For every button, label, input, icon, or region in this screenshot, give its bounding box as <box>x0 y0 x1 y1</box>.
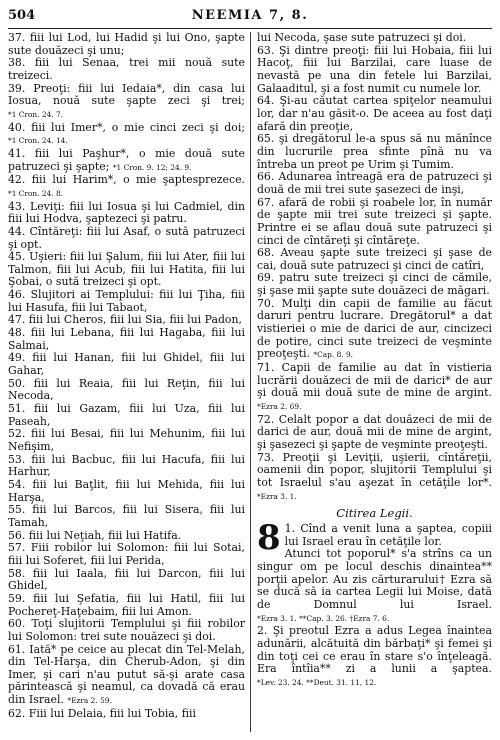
verse-text: 60. Toţi slujitorii Templului şi fiii robilor lui Solomon: trei sute nouăzeci şi doi. <box>8 617 245 643</box>
verse-text: 56. fiii lui Neţiah, fiii lui Hatifa. <box>8 528 182 542</box>
running-head: NEEMIA 7, 8. <box>191 8 309 23</box>
verse <box>257 95 492 133</box>
verse <box>8 618 245 643</box>
verse-text: 46. Slujitori ai Templului: fiii lui Ţiha, fiii lui Hasufa, fiii lui Tabaot, <box>8 288 245 314</box>
verse <box>257 414 492 452</box>
cross-reference: *Cap. 8. 9. <box>313 350 354 360</box>
verse-text: 51. fiii lui Gazam, fiii lui Uza, fiii lui Paseah, <box>8 402 245 428</box>
verse-text: lui Necoda, şase sute patruzeci şi doi. <box>257 31 467 44</box>
verse <box>257 247 492 272</box>
verse-text: 68. Aveau şapte sute treizeci şi şase de cai, două sute patruzeci şi cinci de catîri, <box>257 246 492 272</box>
verse-text: 42. fiii lui Harim*, o mie şaptesprezece. <box>8 173 245 187</box>
verse-text: 59. fiii lui Şefatia, fiii lui Hatil, fiii lui Pochereţ-Haţebaim, fiii lui Amon. <box>8 591 245 618</box>
right-column-chapter-verses <box>257 548 492 689</box>
cross-reference: *Ezra 3. 1. <box>257 491 297 501</box>
page-number: 504 <box>8 8 36 23</box>
verse <box>257 197 492 248</box>
chapter-8-start <box>257 517 492 558</box>
cross-reference: *Ezra 2. 59. <box>67 696 112 706</box>
verse-text: 66. Adunarea întreagă era de patruzeci şi două de mii trei sute şasezeci de inşi, <box>257 170 492 196</box>
verse <box>8 122 245 148</box>
verse-text: 65. şi dregătorul le-a spus să nu mănînce din lucrurile prea sfinte pînă nu va întreba un preot pe Urim şi Tumim. <box>257 132 492 171</box>
verse-text: 2. Şi preotul Ezra a adus Legea înaintea adunării, alcătuită din bărbaţi* şi femei şi din toţi cei ce erau în stare s'o înţeleagă. Era întîia** zi a lunii a şaptea. <box>257 624 492 676</box>
verse <box>8 378 245 403</box>
verse <box>8 593 245 618</box>
verse-text: 49. fiii lui Hanan, fiii lui Ghidel, fiii lui Gahar, <box>8 351 245 378</box>
verse-text: 39. Preoţi: fiii lui Iedaia*, din casa lui Iosua, nouă sute şapte zeci şi trei; <box>8 81 245 108</box>
cross-reference: *1 Cron. 24. 7. <box>8 109 63 119</box>
verse <box>8 251 245 289</box>
verse <box>8 352 245 377</box>
verse-text: 72. Celalt popor a dat douăzeci de mii de darici de aur, două mii de mine de argint, şi şasezeci şi şapte de veşminte preoţeşti. <box>257 412 492 451</box>
verse-text: 71. Capii de familie au dat în vistieria lucrării douăzeci de mii de darici* de aur şi două mii două sute de mine de argint. <box>257 361 492 400</box>
right-column-verses <box>257 32 492 503</box>
verse-text: 57. Fiii robilor lui Solomon: fiii lui Sotai, fiii lui Soferet, fiii lui Perida, <box>8 541 245 567</box>
verse <box>8 504 245 529</box>
verse <box>257 298 492 362</box>
verse <box>8 32 245 57</box>
cross-reference: *1 Cron. 24. 8. <box>8 188 63 198</box>
page-header <box>8 8 492 26</box>
verse-text: 54. fiii lui Baţlit, fiii lui Mehida, fiii lui Harşa, <box>8 477 245 504</box>
verse <box>8 479 245 504</box>
verse <box>8 201 245 226</box>
verse-text: 50. fiii lui Reaia, fiii lui Reţin, fiii lui Necoda, <box>8 376 245 403</box>
verse-text: 41. fiii lui Paşhur*, o mie două sute patruzeci şi şapte; <box>8 146 245 173</box>
verse <box>257 625 492 689</box>
verse-text: 62. Fiii lui Delaia, fiii lui Tobia, fiii <box>8 706 196 720</box>
verse <box>8 148 245 174</box>
verse-text: 63. Şi dintre preoţi: fiii lui Hobaia, fiii lui Hacoţ, fiii lui Barzilai, care luase de nevastă pe una din fetele lui Barzilai, Galaaditul, şi a fost numit cu numele lor. <box>257 43 492 95</box>
verse <box>8 454 245 479</box>
right-column <box>250 32 492 732</box>
verse <box>257 548 492 625</box>
chapter-lead-verse: 1. Cînd a venit luna a şaptea, copiii lui Israel erau în cetăţile lor. <box>284 521 492 548</box>
verse <box>8 226 245 251</box>
header-rule <box>8 28 492 29</box>
verse <box>8 708 245 721</box>
verse-text: Atunci tot poporul* s'a strîns ca un singur om pe locul deschis dinaintea** porţii apelor. Au zis cărturarului† Ezra să se ducă să ia cartea Legii lui Moise, dată de Domnul lui Israel. <box>257 547 492 611</box>
verse <box>257 362 492 414</box>
verse-text: 55. fiii lui Barcos, fiii lui Sisera, fiii lui Tamah, <box>8 503 245 529</box>
verse <box>8 289 245 314</box>
verse <box>257 452 492 504</box>
section-title: Citirea Legii. <box>336 506 413 521</box>
verse-text: 37. fiii lui Lod, lui Hadid şi lui Ono, şapte sute douăzeci şi unu; <box>8 31 245 57</box>
verse-text: 70. Mulţi din capii de familie au făcut daruri pentru lucrare. Dregătorul* a dat vistieriei o mie de darici de aur, cincizeci de potire, cinci sute treizeci de veşminte preoţeşti. <box>257 296 492 361</box>
verse <box>257 171 492 196</box>
verse-text: 47. fiii lui Cheros, fiii lui Sia, fiii lui Padon, <box>8 313 242 327</box>
cross-reference: *Ezra 3. 1. **Cap. 3. 26. †Ezra 7. 6. <box>257 613 390 623</box>
verse-text: 69. patru sute treizeci şi cinci de cămile, şi şase mii şapte sute douăzeci de măgari. <box>257 271 492 298</box>
verse-text: 44. Cîntăreţi: fiii lui Asaf, o sută patruzeci şi opt. <box>8 224 245 251</box>
verse <box>8 568 245 593</box>
left-column <box>8 32 250 732</box>
verse-text: 73. Preoţii şi Leviţii, uşierii, cîntăreţii, oamenii din popor, slujitorii Templului şi tot Israelul s'au aşezat în cetăţile lor*. <box>257 450 492 489</box>
verse <box>8 83 245 122</box>
verse <box>8 428 245 453</box>
verse <box>8 644 245 708</box>
verse <box>257 45 492 96</box>
chapter-number: 8 <box>257 517 281 558</box>
cross-reference: *Ezra 2. 69. <box>257 402 302 412</box>
verse <box>8 327 245 352</box>
cross-reference: *1 Cron. 9. 12; 24. 9. <box>112 162 192 172</box>
cross-reference: *1 Cron. 24. 14. <box>8 136 68 146</box>
text-columns <box>8 32 492 732</box>
verse-text: 61. Iată* pe ceice au plecat din Tel-Melah, din Tel-Harşa, din Cherub-Adon, şi din Imer, şi cari n'au putut să-şi arate casa părintească şi neamul, ca dovadă că erau din Israel. <box>8 642 245 707</box>
verse <box>8 403 245 428</box>
verse-text: 43. Leviţi: fiii lui Iosua şi lui Cadmiel, din fiii lui Hodva, şaptezeci şi patru. <box>8 199 245 226</box>
verse-text: 52. fiii lui Besai, fiii lui Mehunim, fiii lui Nefişim, <box>8 427 245 453</box>
verse-text: 38. fiii lui Senaa, trei mii nouă sute treizeci. <box>8 56 245 82</box>
verse-text: 58. fiii lui Iaala, fiii lui Darcon, fiii lui Ghidel, <box>8 566 245 593</box>
verse-text: 48. fiii lui Lebana, fiii lui Hagaba, fiii lui Salmai, <box>8 326 245 352</box>
verse <box>8 57 245 82</box>
verse-text: 64. Şi-au căutat cartea spiţelor neamului lor, dar n'au găsit-o. De aceea au fost daţi afară din preoţie, <box>257 94 492 133</box>
verse <box>257 272 492 297</box>
verse-text: 40. fiii lui Imer*, o mie cinci zeci şi doi; <box>8 120 245 134</box>
verse <box>8 174 245 200</box>
verse <box>8 542 245 567</box>
cross-reference: *Lev. 23. 24. **Deut. 31. 11, 12. <box>257 677 377 687</box>
verse-text: 53. fiii lui Bacbuc, fiii lui Hacufa, fiii lui Harhur, <box>8 452 245 479</box>
verse-text: 45. Uşieri: fiii lui Şalum, fiii lui Ater, fiii lui Talmon, fiii lui Acub, fiii lui Hatita, fiii lui Şobai, o sută treizeci şi opt. <box>8 250 245 289</box>
verse <box>257 133 492 171</box>
verse-text: 67. afară de robii şi roabele lor, în număr de şapte mii trei sute treizeci şi şapte. Printre ei se aflau două sute patruzeci şi cinci de cîntăreţi şi cîntăreţe. <box>257 195 492 247</box>
